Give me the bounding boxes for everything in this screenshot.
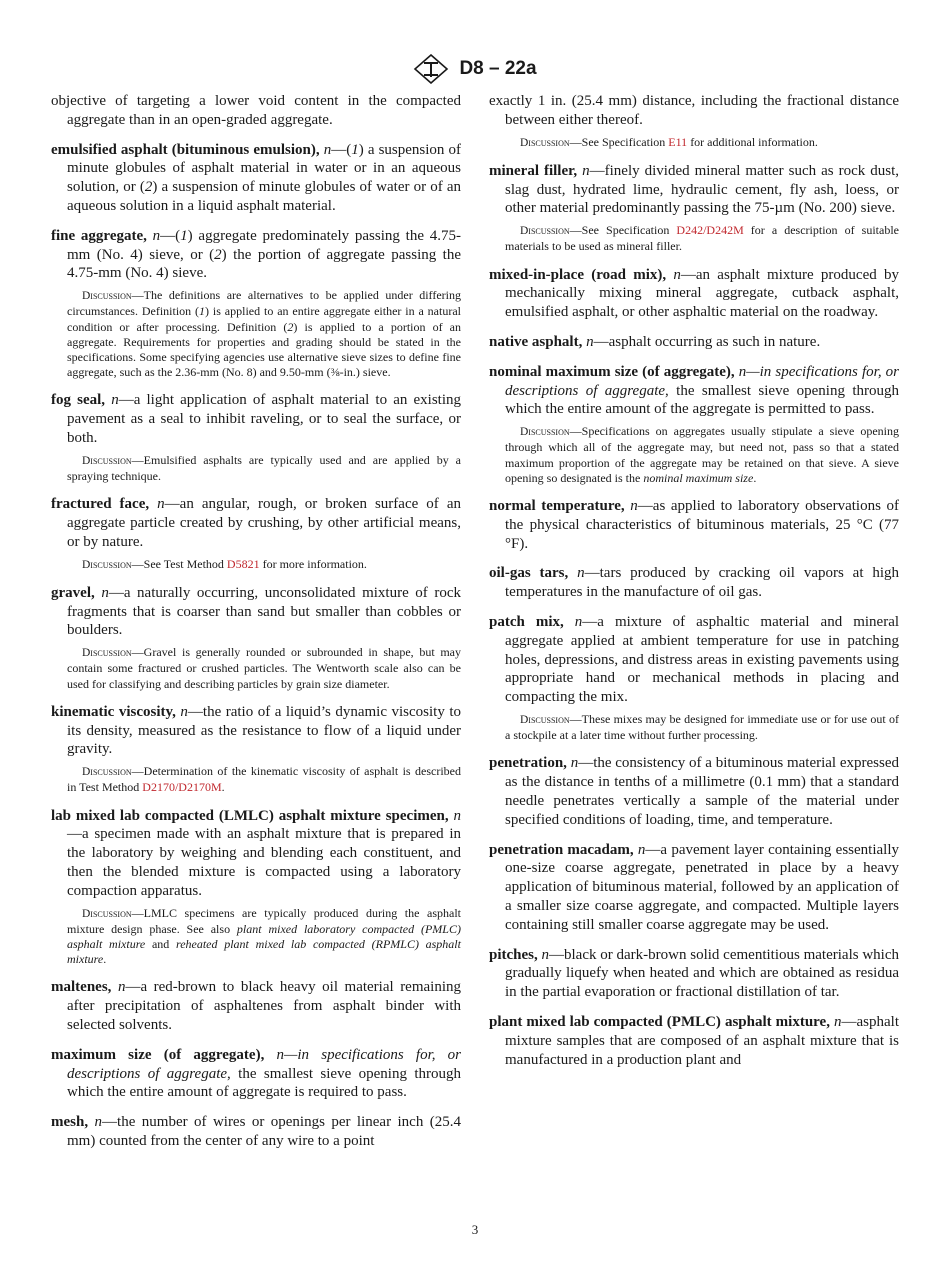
definition-mesh: mesh, n—the number of wires or openings per linear inch (25.4 mm) counted from the center of any wire to a point	[51, 1114, 461, 1149]
definition-maltenes: maltenes, n—a red-brown to black heavy oil material remaining after precipitation of asphaltenes from asphalt binder with selected solvents.	[51, 979, 462, 1033]
definition-lmlc-specimen: lab mixed lab compacted (LMLC) asphalt mixture specimen, n—a specimen made with an asphalt mixture that is prepared in the laboratory by weighing and blending each constituent, and then the blended mixture is compacted using a laboratory compaction apparatus.	[51, 807, 461, 899]
definition-penetration-macadam: penetration macadam, n—a pavement layer containing essentially one-size coarse aggregate, penetrated in place by a heavy application of bituminous material, followed by an application of a smaller size coarse aggregate, and compacted. Multiple layers containing still smaller coarse aggregate may be used.	[489, 841, 899, 933]
reference-link-d5821[interactable]: D5821	[226, 556, 260, 571]
discussion-note: Discussion—See Specification E11 for additional information.	[520, 134, 818, 149]
definition-patch-mix: patch mix, n—a mixture of asphaltic material and mineral aggregate applied at ambient temperature for use in patching holes, depressions, and distress areas in existing pavements using appropriate hand or mechanical methods in placing and compacting the mix.	[489, 613, 900, 706]
definition-gravel: gravel, n—a naturally occurring, unconsolidated mixture of rock fragments that is coarser than sand but smaller than cobbles or boulders.	[51, 584, 462, 639]
definition-maximum-size: maximum size (of aggregate), n—in specifications for, or descriptions of aggregate, the smallest sieve opening through which the entire amount of aggregate is required to pass.	[51, 1046, 462, 1101]
definition-oil-gas-tars: oil-gas tars, n—tars produced by cracking oil vapors at high temperatures in the manufacture of oil gas.	[489, 565, 900, 601]
definition-nominal-maximum-size: nominal maximum size (of aggregate), n—in specifications for, or descriptions of aggregate, the smallest sieve opening through which the entire amount of the aggregate is permitted to pass.	[489, 363, 900, 418]
standard-designation: D8 – 22a	[459, 58, 537, 79]
reference-link-d2170[interactable]: D2170/D2170M	[142, 780, 222, 795]
discussion-note: Discussion—See Specification D242/D242M for a description of suitable materials to be used as mineral filler.	[505, 223, 899, 254]
discussion-note: Discussion—Determination of the kinematic viscosity of asphalt is described in Test Method D2170/D2170M.	[67, 764, 461, 795]
continued-text: exactly 1 in. (25.4 mm) distance, including the fractional distance between either thereof.	[489, 93, 899, 128]
discussion-note: Discussion—These mixes may be designed for immediate use or for use out of a stockpile at a later time without further processing.	[505, 711, 899, 743]
right-column	[489, 92, 899, 1080]
discussion-note: Discussion—Emulsified asphalts are typically used and are applied by a spraying technique.	[67, 452, 461, 483]
discussion-note: Discussion—Specifications on aggregates usually stipulate a sieve opening through which all of the aggregate may, but need not, pass so that a stated maximum proportion of the aggregate may be retained on that sieve. A sieve opening so designated is the nominal maximum size.	[505, 424, 899, 485]
definition-mixed-in-place: mixed-in-place (road mix), n—an asphalt mixture produced by mechanically mixing mineral aggregate, cutback asphalt, emulsified asphalt, or other asphaltic material on the roadway.	[489, 266, 899, 321]
definition-normal-temperature: normal temperature, n—as applied to laboratory observations of the physical characteristics of bituminous materials, 25 °C (77 °F).	[489, 497, 899, 552]
definition-pmlc-asphalt-mixture: plant mixed lab compacted (PMLC) asphalt mixture, n—asphalt mixture samples that are composed of an asphalt mixture that is manufactured in a production plant and	[489, 1013, 899, 1068]
definition-penetration: penetration, n—the consistency of a bituminous material expressed as the distance in tenths of a millimetre (0.1 mm) that a standard needle penetrates vertically a sample of the material under specified conditions of loading, time, and temperature.	[489, 755, 900, 828]
definition-pitches: pitches, n—black or dark-brown solid cementitious materials which gradually liquefy when heated and which are obtained as residua in the partial evaporation or fractional distillation of tar.	[489, 946, 899, 1001]
astm-logo-icon	[413, 54, 449, 84]
left-column	[51, 92, 461, 1162]
reference-link-e11[interactable]: E11	[668, 134, 688, 149]
continued-text: objective of targeting a lower void content in the compacted aggregate than in an open-graded aggregate.	[51, 93, 461, 128]
definition-kinematic-viscosity: kinematic viscosity, n—the ratio of a liquid’s dynamic viscosity to its density, measured as the resistance to flow of a liquid under gravity.	[51, 703, 461, 758]
page-number: 3	[471, 1222, 479, 1237]
reference-link-d242[interactable]: D242/D242M	[676, 223, 744, 238]
discussion-note: Discussion—The definitions are alternatives to be applied under differing circumstances. Definition (1) is applied to an entire aggregate either in a natural condition or after processing. Definition (2) is applied to a portion of an aggregate. Requirements for properties and grading should be stated in the specifications. Some specifying agencies use alternative sieve sizes to define fine aggregate, such as the 2.36-mm (No. 8) and 9.50-mm (⅜-in.) sieve.	[67, 288, 462, 380]
discussion-note: Discussion—LMLC specimens are typically produced during the asphalt mixture design phase. See also plant mixed laboratory compacted (PMLC) asphalt mixture and reheated plant mixed lab compacted (RPMLC) asphalt mixture.	[67, 905, 461, 967]
definition-fog-seal: fog seal, n—a light application of asphalt material to an existing pavement as a seal to inhibit raveling, or to seal the surface, or both.	[51, 392, 461, 446]
definition-mineral-filler: mineral filler, n—finely divided mineral matter such as rock dust, slag dust, hydrated lime, hydraulic cement, fly ash, loess, or other material predominantly passing the 75-µm (No. 200) sieve.	[489, 162, 899, 217]
discussion-note: Discussion—Gravel is generally rounded or subrounded in shape, but may contain some fractured or crushed particles. The Wentworth scale also can be used for classifying and describing particles by grain size diameter.	[67, 645, 461, 691]
definition-emulsified-asphalt: emulsified asphalt (bituminous emulsion), n—(1) a suspension of minute globules of asphalt material in water or in an aqueous solution, or (2) a suspension of minute globules of water or of an aqueous solution in a liquid asphalt material.	[51, 141, 462, 214]
definition-native-asphalt: native asphalt, n—asphalt occurring as such in nature.	[489, 333, 821, 350]
page-header	[0, 54, 950, 84]
definition-fractured-face: fractured face, n—an angular, rough, or broken surface of an aggregate particle created by crushing, by other artificial means, or by nature.	[51, 496, 461, 550]
definition-fine-aggregate: fine aggregate, n—(1) aggregate predominately passing the 4.75-mm (No. 4) sieve, or (2) the portion of aggregate passing the 4.75-mm (No. 4) sieve.	[51, 227, 462, 282]
discussion-note: Discussion—See Test Method D5821 for more information.	[82, 556, 367, 571]
